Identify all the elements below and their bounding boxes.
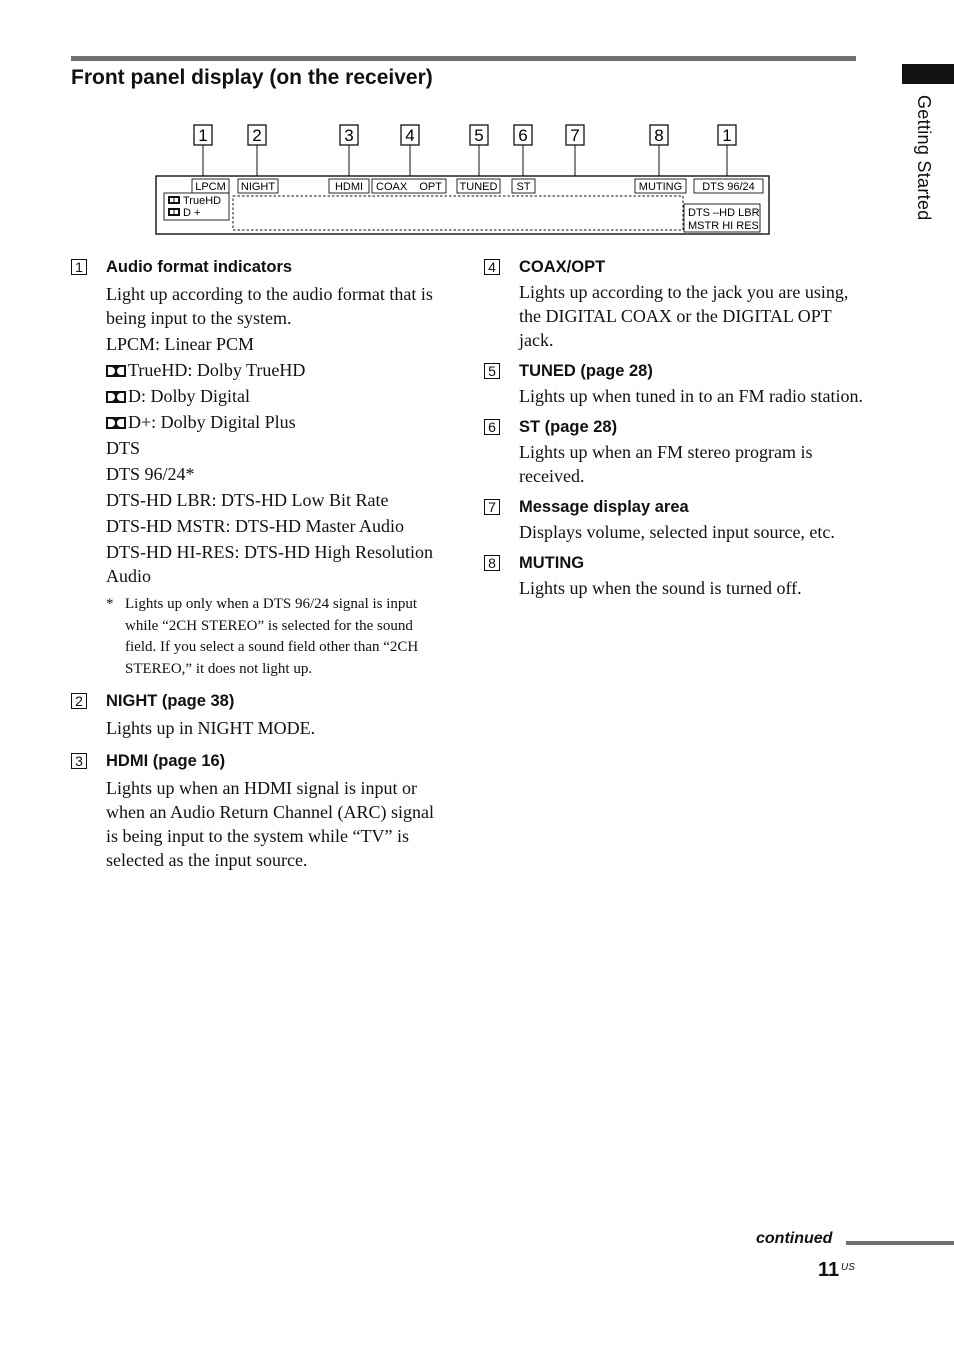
continued-rule xyxy=(846,1241,954,1245)
item-number: 2 xyxy=(71,693,87,709)
left-column xyxy=(71,256,446,872)
svg-text:5: 5 xyxy=(474,126,484,145)
callout-5 xyxy=(470,125,488,178)
svg-text:2: 2 xyxy=(252,126,262,145)
dts-9624-indicator xyxy=(694,179,763,193)
format-item: DTS 96/24* xyxy=(106,464,195,484)
item-description: Lights up according to the jack you are using, the DIGITAL COAX or the DIGITAL OPT jack. xyxy=(519,282,849,350)
dolby-indicator-group xyxy=(164,193,229,220)
coax-opt-indicator xyxy=(372,179,446,193)
callout-4 xyxy=(401,125,419,178)
svg-text:TrueHD: TrueHD xyxy=(183,195,222,207)
footnote-mark: * xyxy=(106,596,114,612)
svg-text:D +: D + xyxy=(183,207,201,219)
svg-text:1: 1 xyxy=(722,126,732,145)
page-number-suffix: US xyxy=(841,1262,855,1273)
svg-text:8: 8 xyxy=(654,126,664,145)
dts-hd-indicator-group xyxy=(684,204,760,232)
item-number: 1 xyxy=(71,259,87,275)
front-panel-display-diagram xyxy=(150,118,775,240)
audio-format-list xyxy=(106,332,446,588)
lpcm-indicator xyxy=(192,179,229,193)
item-number: 5 xyxy=(484,363,500,379)
item-title: MUTING xyxy=(519,554,585,572)
dolby-logo-icon xyxy=(106,391,126,403)
svg-text:4: 4 xyxy=(405,126,415,145)
format-item: D+: Dolby Digital Plus xyxy=(106,410,446,434)
svg-text:COAX: COAX xyxy=(376,181,408,193)
format-item: DTS-HD LBR: DTS-HD Low Bit Rate xyxy=(106,490,389,510)
item-title: HDMI (page 16) xyxy=(106,752,226,770)
item-description: Lights up when an HDMI signal is input or when an Audio Return Channel (ARC) signal is being input to the system while “TV” is selected as the input source. xyxy=(106,778,434,870)
callout-2 xyxy=(248,125,266,178)
item-tuned xyxy=(484,360,864,408)
item-message-display xyxy=(484,496,864,544)
item-hdmi xyxy=(71,750,446,872)
svg-text:DTS 96/24: DTS 96/24 xyxy=(702,181,755,193)
hdmi-indicator xyxy=(329,179,369,193)
item-st xyxy=(484,416,864,488)
item-number: 6 xyxy=(484,419,500,435)
item-number: 8 xyxy=(484,555,500,571)
callout-1-left xyxy=(194,125,212,178)
item-description: Lights up when an FM stereo program is received. xyxy=(519,442,813,486)
item-description: Displays volume, selected input source, etc. xyxy=(519,522,835,542)
section-side-label: Getting Started xyxy=(914,95,934,221)
continued-label: continued xyxy=(756,1230,833,1247)
top-rule xyxy=(71,56,856,61)
svg-text:3: 3 xyxy=(344,126,354,145)
section-tab-marker xyxy=(902,64,954,84)
dolby-logo-icon xyxy=(106,365,126,377)
callout-8 xyxy=(650,125,668,178)
item-description: Lights up when the sound is turned off. xyxy=(519,578,802,598)
item-muting xyxy=(484,552,864,600)
item-title: TUNED (page 28) xyxy=(519,362,653,380)
tuned-indicator xyxy=(457,179,500,193)
svg-text:6: 6 xyxy=(518,126,528,145)
svg-text:ST: ST xyxy=(516,181,531,193)
footnote: * Lights up only when a DTS 96/24 signal is input while “2CH STEREO” is selected for the sound field. If you select a sound field other than “2CH STEREO,” it does not light up. xyxy=(106,596,419,677)
svg-text:HDMI: HDMI xyxy=(334,181,364,193)
section-title: Front panel display (on the receiver) xyxy=(71,66,433,89)
item-description: Lights up in NIGHT MODE. xyxy=(106,718,316,738)
svg-text:MSTR HI RES: MSTR HI RES xyxy=(688,220,759,232)
svg-text:1: 1 xyxy=(198,126,208,145)
svg-text:LPCM: LPCM xyxy=(195,181,226,193)
item-number: 7 xyxy=(484,499,500,515)
item-description: Lights up when tuned in to an FM radio station. xyxy=(519,386,863,406)
page-number: 11 xyxy=(818,1259,840,1281)
format-item: TrueHD: Dolby TrueHD xyxy=(106,358,446,382)
item-audio-format xyxy=(71,256,446,680)
callout-3 xyxy=(340,125,358,178)
format-item: DTS xyxy=(106,438,141,458)
format-item: D: Dolby Digital xyxy=(106,384,446,408)
item-title: NIGHT (page 38) xyxy=(106,692,235,710)
svg-text:TUNED: TUNED xyxy=(459,181,498,193)
svg-text:DTS –HD LBR: DTS –HD LBR xyxy=(688,207,760,219)
item-title: Audio format indicators xyxy=(106,258,293,276)
format-item: DTS-HD MSTR: DTS-HD Master Audio xyxy=(106,516,405,536)
right-column xyxy=(484,256,864,600)
night-indicator xyxy=(238,179,278,193)
svg-text:MUTING: MUTING xyxy=(638,181,683,193)
format-item: DTS-HD HI-RES: DTS-HD High Resolution Audio xyxy=(106,542,433,586)
item-number: 3 xyxy=(71,753,87,769)
item-title: COAX/OPT xyxy=(519,258,606,276)
format-item: LPCM: Linear PCM xyxy=(106,334,255,354)
item-title: Message display area xyxy=(519,498,689,516)
svg-text:7: 7 xyxy=(570,126,580,145)
svg-text:OPT: OPT xyxy=(419,181,442,193)
muting-indicator xyxy=(635,179,686,193)
item-title: ST (page 28) xyxy=(519,418,618,436)
item-number: 4 xyxy=(484,259,500,275)
item-night xyxy=(71,690,446,740)
item-description: Light up according to the audio format that is being input to the system. xyxy=(106,284,433,328)
dolby-logo-icon xyxy=(106,417,126,429)
callout-6 xyxy=(514,125,532,178)
item-coax-opt xyxy=(484,256,864,352)
st-indicator xyxy=(512,179,535,193)
svg-text:NIGHT: NIGHT xyxy=(240,181,276,193)
callout-1-right xyxy=(718,125,736,178)
